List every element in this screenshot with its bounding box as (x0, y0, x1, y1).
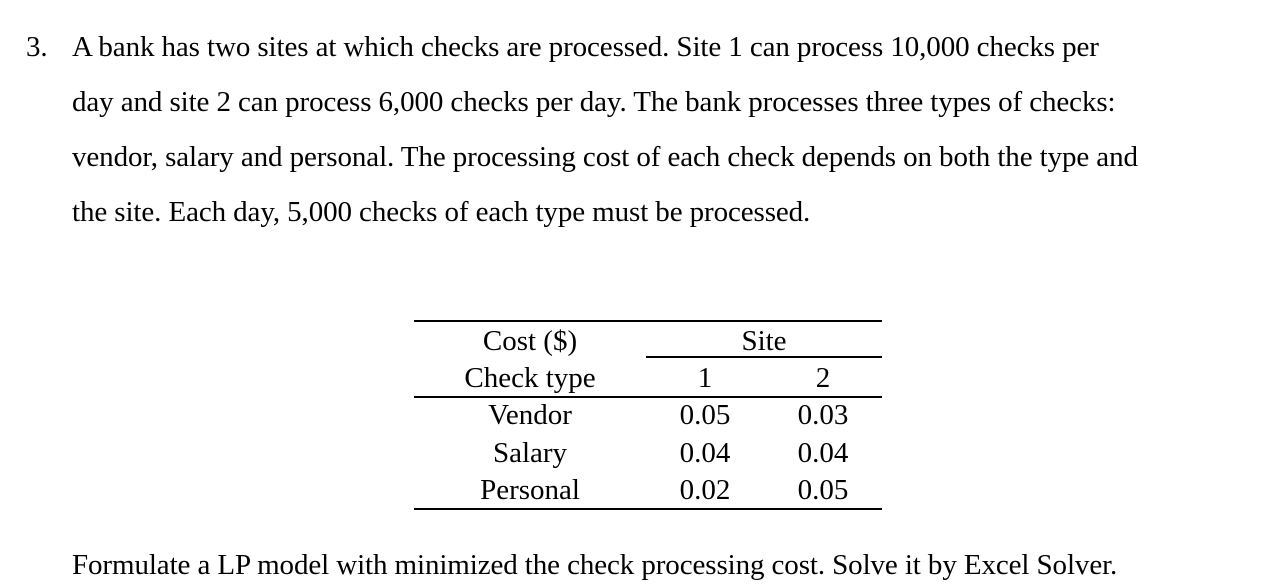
site-1-column-header: 1 (697, 362, 713, 394)
cost-header: Cost ($) (482, 325, 578, 357)
site-header: Site (741, 325, 787, 357)
check-type-header: Check type (464, 362, 596, 394)
row-personal-site-1: 0.02 (679, 474, 731, 506)
table-bottom-rule (414, 508, 882, 510)
problem-text-line-1: A bank has two sites at which checks are processed. Site 1 can process 10,000 checks per (72, 31, 1099, 63)
row-salary-type: Salary (492, 437, 568, 469)
problem-number: 3. (26, 31, 48, 63)
problem-text-line-4: the site. Each day, 5,000 checks of each type must be processed. (72, 196, 811, 228)
problem-text-line-2: day and site 2 can process 6,000 checks per day. The bank processes three types of checks: (72, 86, 1116, 118)
table-top-rule (414, 320, 882, 322)
row-vendor-site-1: 0.05 (679, 399, 731, 431)
row-personal-site-2: 0.05 (797, 474, 849, 506)
row-personal-type: Personal (480, 474, 580, 506)
problem-text-line-3: vendor, salary and personal. The processing cost of each check depends on both the type and (72, 141, 1138, 173)
site-2-column-header: 2 (815, 362, 831, 394)
instruction-text: Formulate a LP model with minimized the check processing cost. Solve it by Excel Solver. (72, 549, 1118, 581)
row-salary-site-2: 0.04 (797, 437, 849, 469)
row-vendor-type: Vendor (488, 399, 572, 431)
row-vendor-site-2: 0.03 (797, 399, 849, 431)
row-salary-site-1: 0.04 (679, 437, 731, 469)
